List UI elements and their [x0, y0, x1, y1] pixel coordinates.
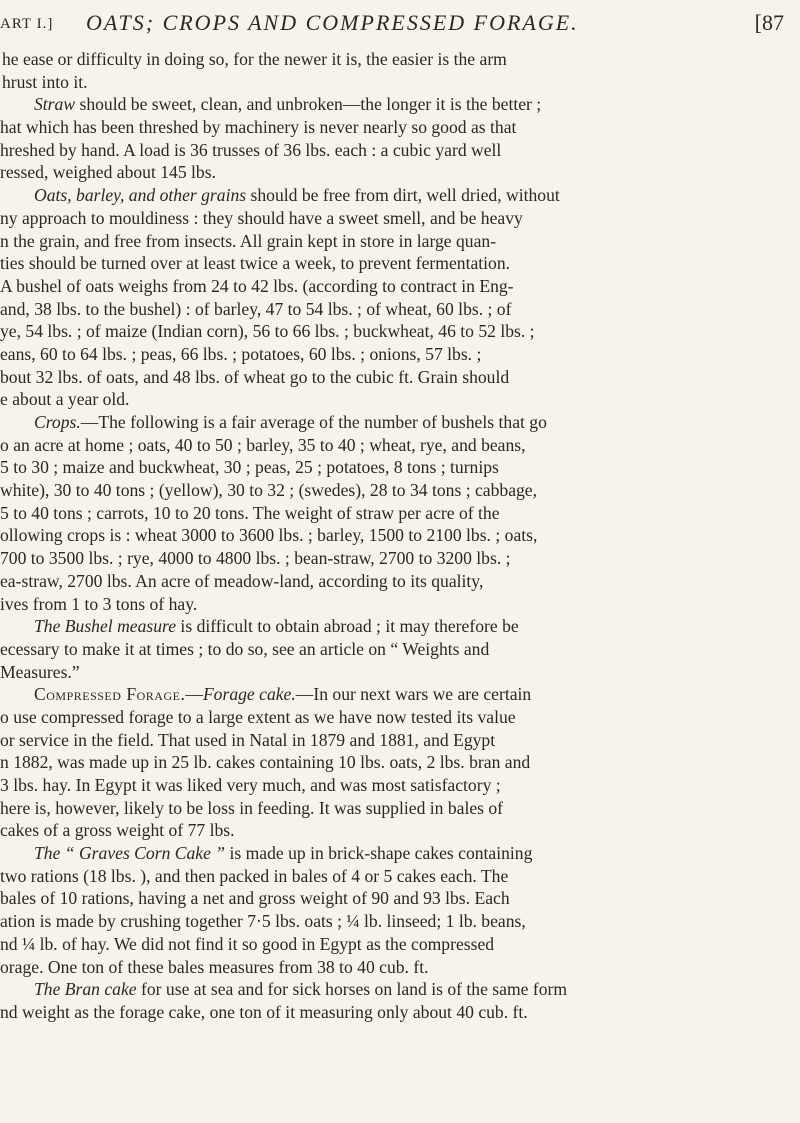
- text-line: or service in the field. That used in Natal in 1879 and 1881, and Egypt: [0, 729, 496, 750]
- text-run: should be sweet, clean, and unbroken—the longer it is the better ;: [75, 94, 542, 115]
- paragraph-bran-cake: [0, 978, 784, 1001]
- text-line: ny approach to mouldiness : they should have a sweet smell, and be heavy: [0, 207, 523, 228]
- text-run: —The following is a fair average of the number of bushels that go: [80, 412, 547, 432]
- text-run: —: [185, 684, 203, 705]
- text-line: 700 to 3500 lbs. ; rye, 4000 to 4800 lbs. ; bean-straw, 2700 to 3200 lbs. ;: [0, 548, 511, 569]
- text-line: bales of 10 rations, having a net and gross weight of 90 and 93 lbs. Each: [0, 888, 510, 909]
- heading-straw: Straw: [34, 94, 76, 115]
- heading-crops: Crops.: [34, 412, 81, 432]
- paragraph-graves-cake: [0, 842, 784, 865]
- text-line: nd ¼ lb. of hay. We did not find it so good in Egypt as the compressed: [0, 933, 495, 954]
- text-line: two rations (18 lbs. ), and then packed in bales of 4 or 5 cakes each. The: [0, 865, 509, 886]
- text-line: bout 32 lbs. of oats, and 48 lbs. of wheat go to the cubic ft. Grain should: [0, 366, 510, 387]
- page-number: [87: [754, 10, 784, 35]
- article-number: ART I.]: [0, 16, 54, 32]
- text-line: ties should be turned over at least twice a week, to prevent fermentation.: [0, 253, 511, 274]
- text-run: —In our next wars we are certain: [295, 684, 532, 705]
- text-line: eans, 60 to 64 lbs. ; peas, 66 lbs. ; potatoes, 60 lbs. ; onions, 57 lbs. ;: [0, 343, 482, 364]
- text-line: hrust into it.: [2, 71, 88, 92]
- body-text: [0, 48, 784, 1024]
- text-run: is made up in brick-shape cakes containing: [225, 843, 533, 864]
- paragraph-bushel: [0, 615, 784, 638]
- heading-bran-cake: The Bran cake: [34, 979, 137, 1000]
- text-line: 3 lbs. hay. In Egypt it was liked very much, and was most satisfactory ;: [0, 775, 501, 795]
- text-line: ea-straw, 2700 lbs. An acre of meadow-land, according to its quality,: [0, 570, 484, 591]
- text-line: ecessary to make it at times ; to do so, see an article on “ Weights and: [0, 638, 490, 659]
- text-line: ives from 1 to 3 tons of hay.: [0, 593, 198, 614]
- text-run: for use at sea and for sick horses on land is of the same form: [136, 979, 568, 1000]
- text-line: o an acre at home ; oats, 40 to 50 ; barley, 35 to 40 ; wheat, rye, and beans,: [0, 434, 526, 455]
- heading-graves-corn-cake: The “ Graves Corn Cake ”: [34, 843, 226, 864]
- heading-grains: Oats, barley, and other grains: [34, 185, 247, 206]
- heading-forage-cake: Forage cake.: [202, 684, 296, 705]
- text-line: e about a year old.: [0, 389, 130, 410]
- text-line: ation is made by crushing together 7·5 lbs. oats ; ¼ lb. linseed; 1 lb. beans,: [0, 911, 526, 932]
- text-run: is difficult to obtain abroad ; it may therefore be: [176, 616, 519, 637]
- text-line: white), 30 to 40 tons ; (yellow), 30 to 32 ; (swedes), 28 to 34 tons ; cabbage,: [0, 480, 538, 501]
- text-line: hat which has been threshed by machinery is never nearly so good as that: [0, 117, 517, 138]
- text-line: Measures.”: [0, 661, 80, 682]
- text-line: cakes of a gross weight of 77 lbs.: [0, 820, 235, 841]
- paragraph-compressed-forage: [0, 683, 784, 706]
- text-line: he ease or difficulty in doing so, for the newer it is, the easier is the arm: [2, 49, 507, 69]
- text-line: n the grain, and free from insects. All grain kept in store in large quan-: [0, 230, 497, 251]
- paragraph-grains: [0, 184, 784, 207]
- paragraph-crops: [0, 411, 784, 434]
- text-line: orage. One ton of these bales measures from 38 to 40 cub. ft.: [0, 956, 429, 977]
- paragraph-straw: [0, 93, 784, 116]
- heading-compressed-forage: Compressed Forage.: [34, 684, 186, 705]
- text-line: ye, 54 lbs. ; of maize (Indian corn), 56 to 66 lbs. ; buckwheat, 46 to 52 lbs. ;: [0, 321, 535, 342]
- heading-bushel-measure: The Bushel measure: [34, 616, 177, 637]
- text-line: o use compressed forage to a large extent as we have now tested its value: [0, 706, 516, 727]
- text-line: and, 38 lbs. to the bushel) : of barley, 47 to 54 lbs. ; of wheat, 60 lbs. ; of: [0, 298, 512, 319]
- text-line: A bushel of oats weighs from 24 to 42 lbs. (according to contract in Eng-: [0, 275, 514, 296]
- text-line: here is, however, likely to be loss in feeding. It was supplied in bales of: [0, 797, 504, 818]
- text-line: hreshed by hand. A load is 36 trusses of 36 lbs. each : a cubic yard well: [0, 139, 502, 160]
- running-header: [0, 10, 784, 40]
- text-line: 5 to 30 ; maize and buckwheat, 30 ; peas, 25 ; potatoes, 8 tons ; turnips: [0, 457, 499, 478]
- running-title: OATS; CROPS AND COMPRESSED FORAGE.: [86, 10, 579, 35]
- text-line: nd weight as the forage cake, one ton of it measuring only about 40 cub. ft.: [0, 1001, 528, 1022]
- text-line: 5 to 40 tons ; carrots, 10 to 20 tons. The weight of straw per acre of the: [0, 502, 500, 523]
- text-line: ressed, weighed about 145 lbs.: [0, 162, 216, 183]
- text-run: should be free from dirt, well dried, without: [246, 185, 560, 206]
- text-line: ollowing crops is : wheat 3000 to 3600 lbs. ; barley, 1500 to 2100 lbs. ; oats,: [0, 525, 538, 546]
- text-line: n 1882, was made up in 25 lb. cakes containing 10 lbs. oats, 2 lbs. bran and: [0, 752, 531, 773]
